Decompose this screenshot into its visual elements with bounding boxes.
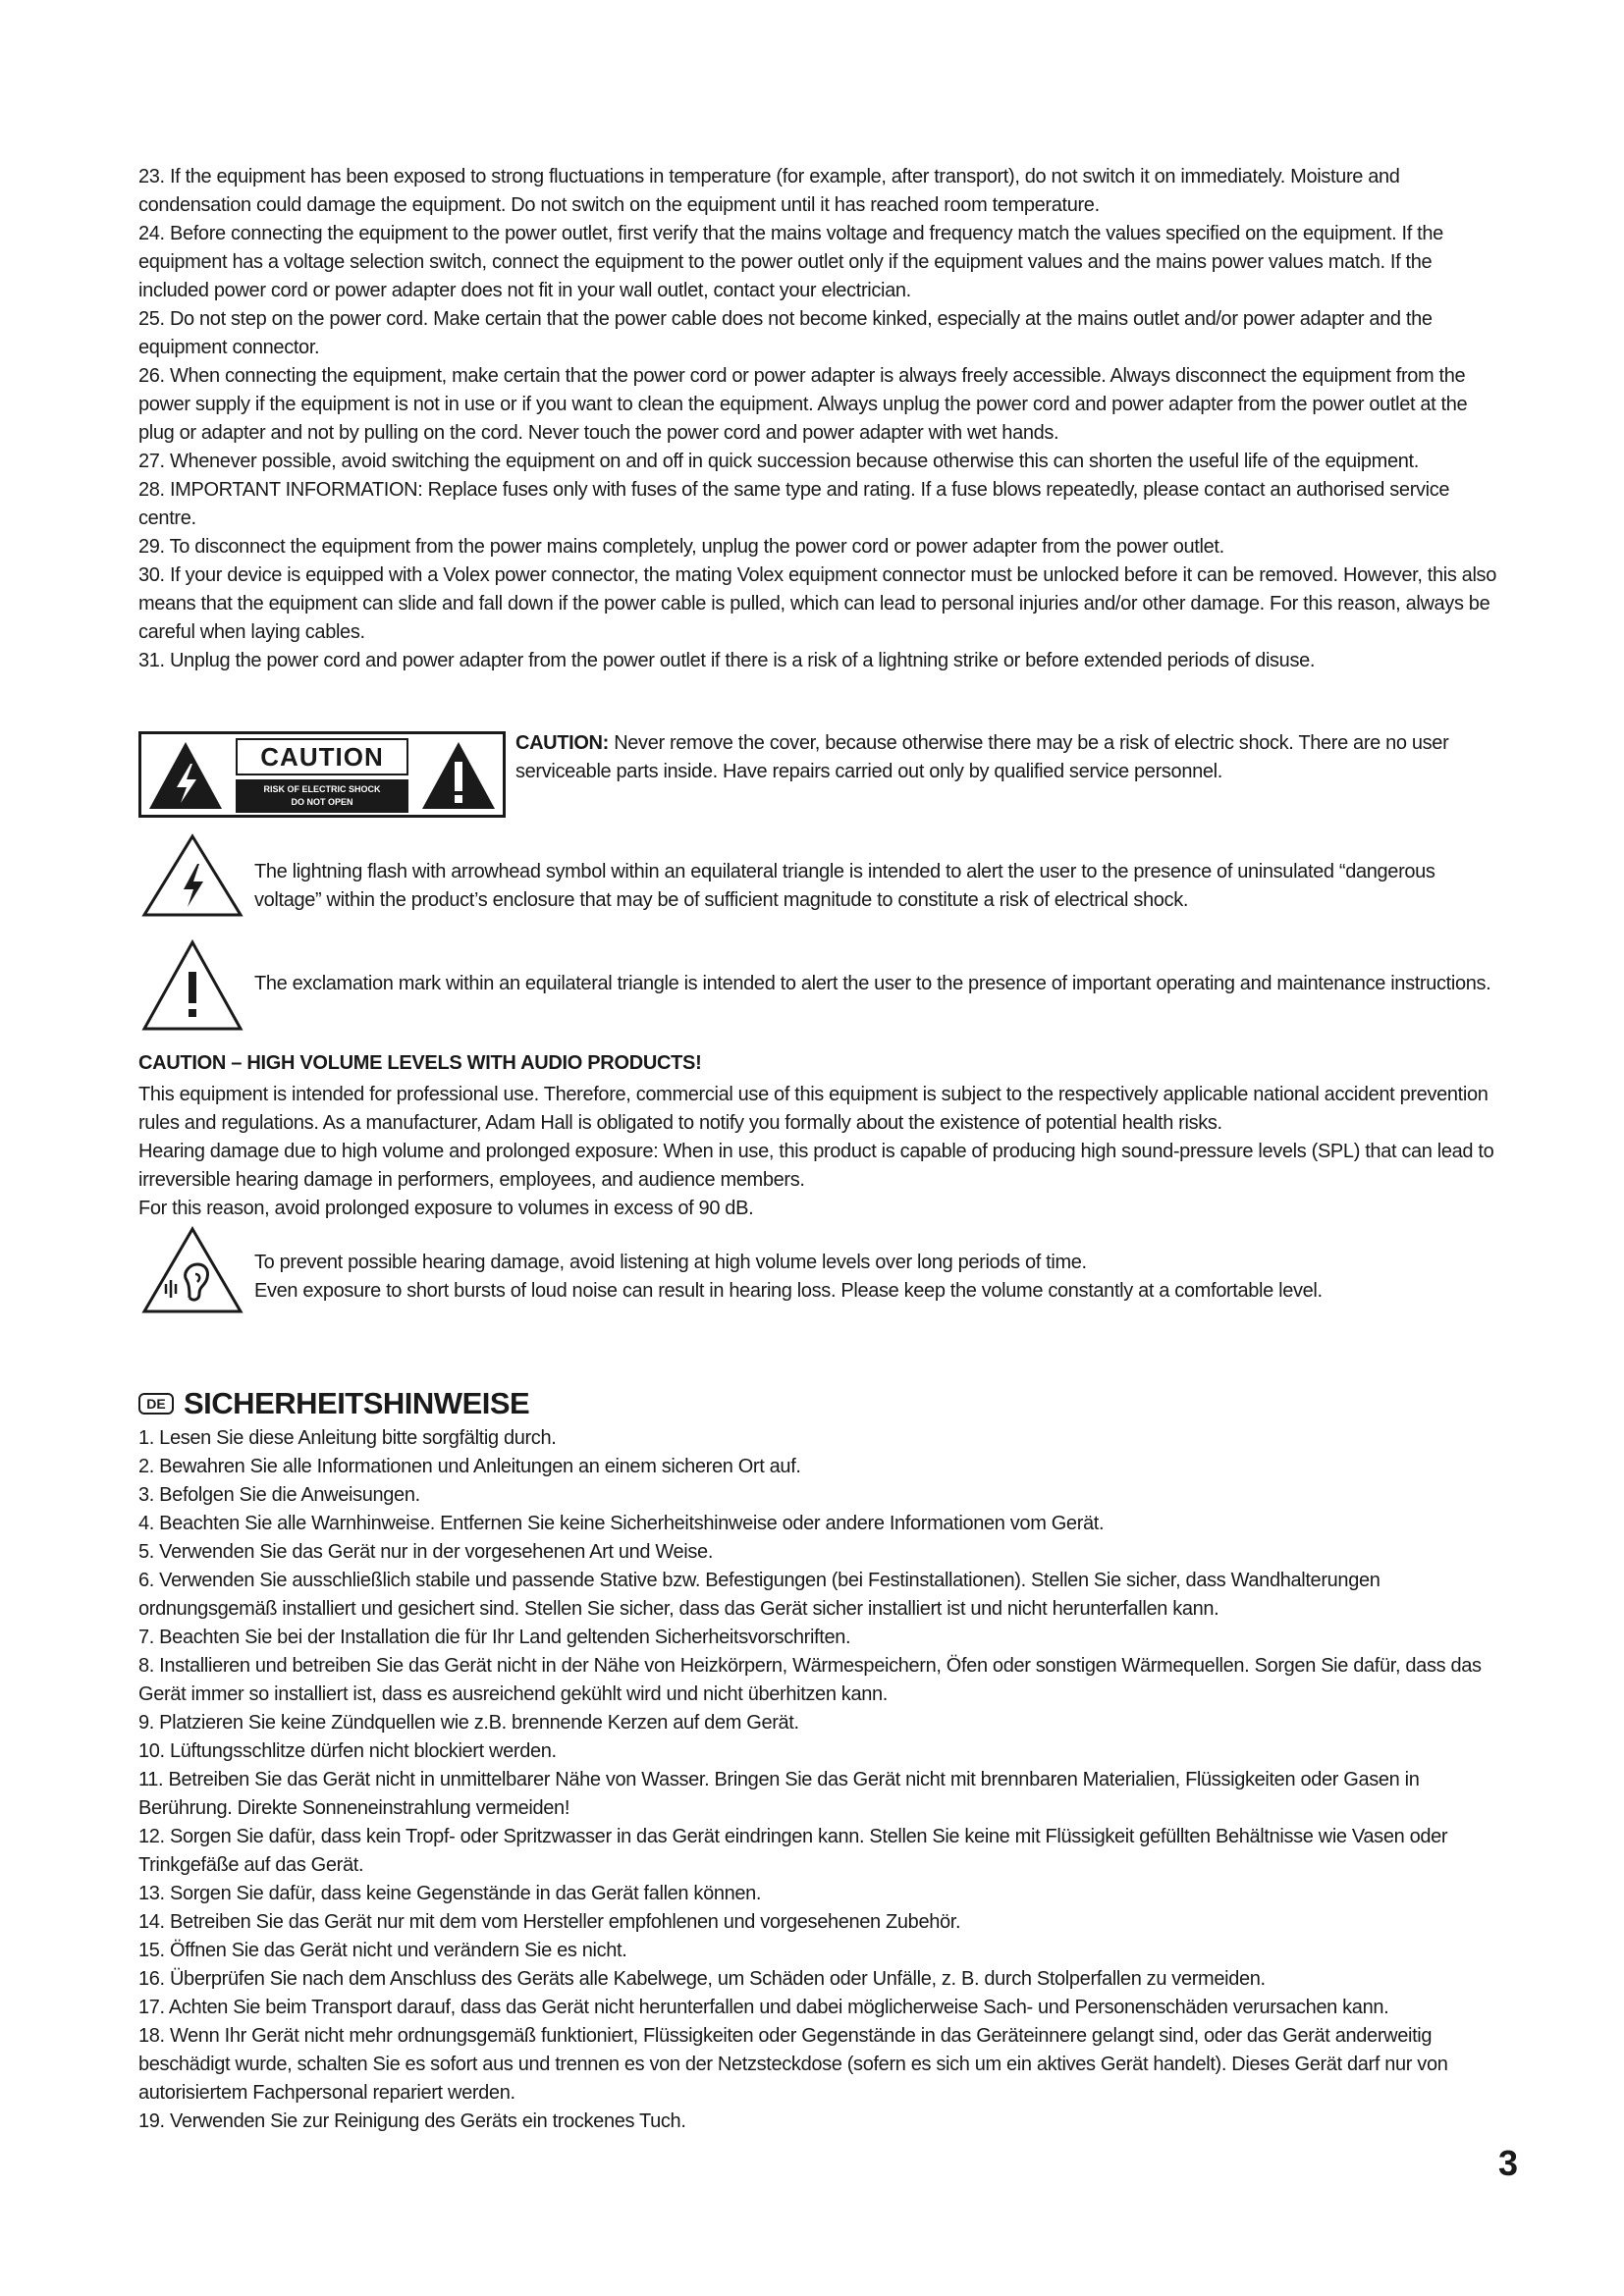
lightning-warning-icon (147, 740, 224, 811)
list-item: 6. Verwenden Sie ausschließlich stabile und passende Stative bzw. Befestigungen (bei Festinstallationen). Stellen Sie sicher, dass Wandhalterungen ordnungsgemäß installiert und gesichert sind. Stellen Sie sicher, dass das Gerät sicher installiert ist und nicht herunterfallen kann. (138, 1570, 1380, 1620)
caution-subtext (236, 779, 408, 813)
exclamation-triangle-icon (138, 938, 246, 1033)
list-item: 18. Wenn Ihr Gerät nicht mehr ordnungsgemäß funktioniert, Flüssigkeiten oder Gegenstände in das Geräteinnere gelangt sind, oder das Gerät anderweitig beschädigt wurde, schalten Sie es sofort aus und trennen es von der Netzsteckdose (sofern es sich um ein aktives Gerät handelt). Dieses Gerät darf nur von autorisiertem Fachpersonal repariert werden. (138, 2025, 1448, 2104)
caution-body-text: Never remove the cover, because otherwise there may be a risk of electric shock. There are no user serviceable parts inside. Have repairs carried out only by qualified service personnel. (515, 732, 1449, 782)
caution-paragraph (515, 729, 1507, 786)
high-volume-heading: CAUTION – HIGH VOLUME LEVELS WITH AUDIO PRODUCTS! (138, 1052, 702, 1074)
hearing-damage-icon (138, 1225, 246, 1315)
caution-label (236, 738, 410, 815)
lightning-triangle-icon (138, 832, 246, 919)
list-item: 17. Achten Sie beim Transport darauf, dass das Gerät nicht herunterfallen und dabei möglicherweise Sach- und Personenschäden verursachen kann. (138, 1997, 1389, 2018)
lightning-text: The lightning flash with arrowhead symbol within an equilateral triangle is intended to alert the user to the presence of uninsulated “dangerous voltage” within the product’s enclosure that may be of sufficient magnitude to constitute a risk of electrical shock. (254, 861, 1435, 911)
hearing-line: To prevent possible hearing damage, avoid listening at high volume levels over long periods of time. (254, 1252, 1087, 1273)
list-item: 23. If the equipment has been exposed to strong fluctuations in temperature (for example, after transport), do not switch it on immediately. Moisture and condensation could damage the equipment. Do not switch on the equipment until it has reached room temperature. (138, 166, 1400, 216)
list-item: 31. Unplug the power cord and power adapter from the power outlet if there is a risk of a lightning strike or before extended periods of disuse. (138, 650, 1316, 671)
german-safety-list (138, 1424, 1505, 2136)
list-item: 26. When connecting the equipment, make certain that the power cord or power adapter is always freely accessible. Always disconnect the equipment from the power supply if the equipment is not in use or if you want to clean the equipment. Always unplug the power cord and power adapter from the power outlet at the plug or adapter and not by pulling on the cord. Never touch the power cord and power adapter with wet hands. (138, 365, 1468, 444)
caution-label-text: CAUTION: (515, 732, 609, 754)
list-item: 2. Bewahren Sie alle Informationen und Anleitungen an einem sicheren Ort auf. (138, 1456, 801, 1477)
caution-subtext-line1: RISK OF ELECTRIC SHOCK (263, 784, 381, 794)
lightning-explanation (138, 838, 1505, 917)
caution-subtext-line2: DO NOT OPEN (291, 797, 353, 807)
high-volume-paragraph: This equipment is intended for professional use. Therefore, commercial use of this equipment is subject to the respectively applicable national accident prevention rules and regulations. As a manufacturer, Adam Hall is obligated to notify you formally about the existence of potential health risks. (138, 1084, 1489, 1134)
list-item: 3. Befolgen Sie die Anweisungen. (138, 1484, 420, 1506)
exclamation-explanation (138, 942, 1505, 1031)
list-item: 12. Sorgen Sie dafür, dass kein Tropf- oder Spritzwasser in das Gerät eindringen kann. Stellen Sie keine mit Flüssigkeit gefüllten Behältnisse wie Vasen oder Trinkgefäße auf das Gerät. (138, 1826, 1448, 1876)
list-item: 16. Überprüfen Sie nach dem Anschluss des Geräts alle Kabelwege, um Schäden oder Unfälle, z. B. durch Stolperfallen zu vermeiden. (138, 1968, 1266, 1990)
list-item: 4. Beachten Sie alle Warnhinweise. Entfernen Sie keine Sicherheitshinweise oder andere Informationen vom Gerät. (138, 1513, 1105, 1534)
hearing-text (254, 1249, 1505, 1306)
list-item: 5. Verwenden Sie das Gerät nur in der vorgesehenen Art und Weise. (138, 1541, 714, 1563)
list-item: 14. Betreiben Sie das Gerät nur mit dem vom Hersteller empfohlenen und vorgesehenen Zubehör. (138, 1911, 961, 1933)
page-number: 3 (1497, 2143, 1518, 2183)
list-item: 25. Do not step on the power cord. Make certain that the power cable does not become kinked, especially at the mains outlet and/or power adapter and the equipment connector. (138, 308, 1433, 358)
english-safety-list (138, 163, 1505, 675)
list-item: 9. Platzieren Sie keine Zündquellen wie z.B. brennende Kerzen auf dem Gerät. (138, 1712, 799, 1734)
caution-word: CAUTION (236, 738, 408, 775)
list-item: 15. Öffnen Sie das Gerät nicht und verändern Sie es nicht. (138, 1940, 627, 1961)
high-volume-text (138, 1081, 1505, 1223)
exclamation-warning-icon (420, 740, 497, 811)
hearing-line: Even exposure to short bursts of loud noise can result in hearing loss. Please keep the volume constantly at a comfortable level. (254, 1280, 1323, 1302)
hearing-warning (138, 1229, 1505, 1317)
caution-label-graphic (138, 731, 506, 818)
list-item: 8. Installieren und betreiben Sie das Gerät nicht in der Nähe von Heizkörpern, Wärmespeichern, Öfen oder sonstigen Wärmequellen. Sorgen Sie dafür, dass das Gerät immer so installiert ist, dass es ausreichend gekühlt wird und nicht überhitzen kann. (138, 1655, 1482, 1705)
exclamation-text: The exclamation mark within an equilateral triangle is intended to alert the user to the presence of important operating and maintenance instructions. (254, 973, 1491, 994)
list-item: 10. Lüftungsschlitze dürfen nicht blockiert werden. (138, 1740, 557, 1762)
list-item: 13. Sorgen Sie dafür, dass keine Gegenstände in das Gerät fallen können. (138, 1883, 762, 1904)
high-volume-paragraph: For this reason, avoid prolonged exposure to volumes in excess of 90 dB. (138, 1198, 754, 1219)
list-item: 29. To disconnect the equipment from the power mains completely, unplug the power cord or power adapter from the power outlet. (138, 536, 1224, 558)
language-badge-de: DE (138, 1393, 174, 1415)
list-item: 1. Lesen Sie diese Anleitung bitte sorgfältig durch. (138, 1427, 557, 1449)
list-item: 30. If your device is equipped with a Volex power connector, the mating Volex equipment connector must be unlocked before it can be removed. However, this also means that the equipment can slide and fall down if the power cable is pulled, which can lead to personal injuries and/or other damage. For this reason, always be careful when laying cables. (138, 564, 1496, 643)
list-item: 11. Betreiben Sie das Gerät nicht in unmittelbarer Nähe von Wasser. Bringen Sie das Gerät nicht mit brennbaren Materialien, Flüssigkeiten oder Gasen in Berührung. Direkte Sonneneinstrahlung vermeiden! (138, 1769, 1420, 1819)
list-item: 19. Verwenden Sie zur Reinigung des Geräts ein trockenes Tuch. (138, 2110, 686, 2132)
list-item: 28. IMPORTANT INFORMATION: Replace fuses only with fuses of the same type and rating. If a fuse blows repeatedly, please contact an authorised service centre. (138, 479, 1450, 529)
list-item: 7. Beachten Sie bei der Installation die für Ihr Land geltenden Sicherheitsvorschriften. (138, 1627, 851, 1648)
list-item: 27. Whenever possible, avoid switching the equipment on and off in quick succession because otherwise this can shorten the useful life of the equipment. (138, 451, 1419, 472)
list-item: 24. Before connecting the equipment to the power outlet, first verify that the mains voltage and frequency match the values specified on the equipment. If the equipment has a voltage selection switch, connect the equipment to the power outlet only if the equipment values and the mains power values match. If the included power cord or power adapter does not fit in your wall outlet, contact your electrician. (138, 223, 1443, 301)
german-section-title: SICHERHEITSHINWEISE (184, 1386, 530, 1420)
high-volume-paragraph: Hearing damage due to high volume and prolonged exposure: When in use, this product is capable of producing high sound-pressure levels (SPL) that can lead to irreversible hearing damage in performers, employees, and audience members. (138, 1141, 1494, 1191)
